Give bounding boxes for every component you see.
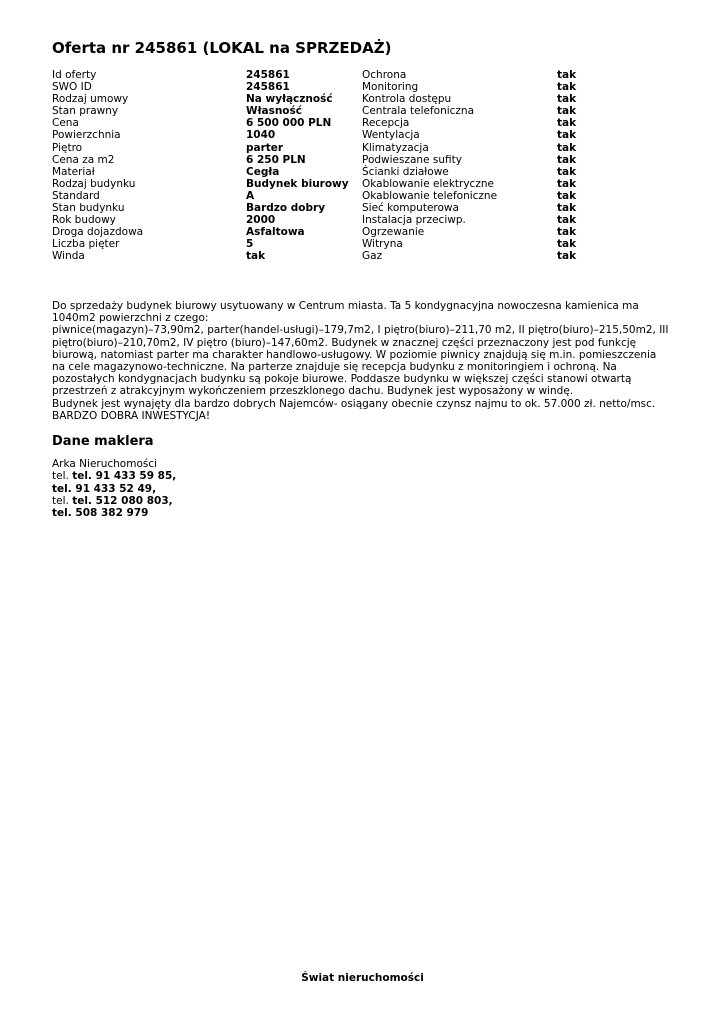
feature-label: Instalacja przeciwp. <box>362 214 466 227</box>
agent-phone-line <box>52 495 176 507</box>
feature-label: Kontrola dostępu <box>362 93 452 106</box>
property-row <box>52 105 587 117</box>
property-row <box>52 178 587 190</box>
agent-phone: tel. 508 382 979 <box>52 507 149 520</box>
property-value: 6 250 PLN <box>246 153 306 166</box>
tel-prefix: tel. <box>52 494 69 507</box>
property-value: Na wyłączność <box>246 93 333 106</box>
feature-label: Gaz <box>362 250 383 263</box>
feature-label: Sieć komputerowa <box>362 202 459 215</box>
property-value: Budynek biurowy <box>246 177 349 190</box>
feature-label: Klimatyzacja <box>362 141 429 154</box>
property-label: Materiał <box>52 165 95 178</box>
agent-details <box>52 458 176 519</box>
property-value: parter <box>246 141 284 154</box>
feature-label: Witryna <box>362 238 403 251</box>
agent-phone-line <box>52 483 176 495</box>
property-value: A <box>246 189 255 202</box>
feature-value: tak <box>557 81 577 94</box>
feature-label: Recepcja <box>362 117 410 130</box>
feature-value: tak <box>557 214 577 227</box>
property-row <box>52 93 587 105</box>
feature-label: Okablowanie telefoniczne <box>362 189 498 202</box>
property-label: Rok budowy <box>52 214 116 227</box>
offer-properties-table <box>52 69 587 263</box>
property-row <box>52 214 587 226</box>
property-label: Cena za m2 <box>52 153 115 166</box>
property-row <box>52 166 587 178</box>
agent-phone-line <box>52 507 176 519</box>
property-label: Winda <box>52 250 85 263</box>
property-value: Cegła <box>246 165 280 178</box>
property-label: Standard <box>52 189 100 202</box>
property-value: 245861 <box>246 81 290 94</box>
property-label: Id oferty <box>52 69 97 81</box>
property-label: Stan prawny <box>52 105 119 118</box>
agent-phone: tel. 91 433 52 49, <box>52 482 157 495</box>
feature-value: tak <box>557 141 577 154</box>
property-label: Stan budynku <box>52 202 125 215</box>
description-paragraph: BARDZO DOBRA INWESTYCJA! <box>52 409 211 422</box>
agent-heading: Dane maklera <box>52 434 154 449</box>
feature-label: Ścianki działowe <box>362 165 449 178</box>
property-value: 245861 <box>246 69 290 81</box>
property-value: 2000 <box>246 214 276 227</box>
feature-value: tak <box>557 250 577 263</box>
agent-company: Arka Nieruchomości <box>52 458 158 470</box>
feature-value: tak <box>557 189 577 202</box>
property-label: Powierzchnia <box>52 129 121 142</box>
feature-value: tak <box>557 165 577 178</box>
feature-value: tak <box>557 117 577 130</box>
description-paragraph: piwnice(magazyn)–73,90m2, parter(handel-usługi)–179,7m2, I piętro(biuro)–211,70 m2, II piętro(biuro)–215,50m2, III piętro(biuro)–210,70m2, IV piętro (biuro)–147,60m2. Budynek w znacznej części przeznaczony jest pod funkcję biurową, natomiast parter ma charakter handlowo-usługowy. W poziomie piwnicy znajdują się m.in. pomieszczenia na cele magazynowo-techniczne. Na parterze znajduje się recepcja budynku z monitoringiem i ochroną. Na pozostałych kondygnacjach budynku są pokoje biurowe. Poddasze budynku w większej części stanowi otwartą przestrzeń z atrakcyjnym wykończeniem przeszklonego dachu. Budynek jest wyposażony w windę. <box>52 324 669 398</box>
feature-value: tak <box>557 153 577 166</box>
feature-value: tak <box>557 226 577 239</box>
property-row <box>52 81 587 93</box>
property-row <box>52 129 587 141</box>
property-label: Piętro <box>52 141 83 154</box>
feature-label: Centrala telefoniczna <box>362 105 475 118</box>
property-value: 1040 <box>246 129 276 142</box>
offer-description <box>52 300 672 422</box>
feature-value: tak <box>557 202 577 215</box>
feature-label: Wentylacja <box>362 129 420 142</box>
property-value: Asfaltowa <box>246 226 305 239</box>
agent-phone-line <box>52 470 176 482</box>
feature-value: tak <box>557 238 577 251</box>
feature-value: tak <box>557 105 577 118</box>
feature-label: Monitoring <box>362 81 419 94</box>
property-row <box>52 69 587 81</box>
property-row <box>52 250 587 262</box>
tel-prefix: tel. <box>52 470 69 483</box>
property-value: 6 500 000 PLN <box>246 117 332 130</box>
feature-label: Podwieszane sufity <box>362 153 462 166</box>
property-value: 5 <box>246 238 254 251</box>
property-label: Rodzaj budynku <box>52 177 136 190</box>
feature-value: tak <box>557 177 577 190</box>
feature-value: tak <box>557 129 577 142</box>
feature-label: Ochrona <box>362 69 407 81</box>
feature-label: Ogrzewanie <box>362 226 425 239</box>
property-label: Liczba pięter <box>52 238 120 251</box>
property-label: Droga dojazdowa <box>52 226 144 239</box>
feature-label: Okablowanie elektryczne <box>362 177 494 190</box>
page-title: Oferta nr 245861 (LOKAL na SPRZEDAŻ) <box>52 39 392 57</box>
footer-brand: Świat nieruchomości <box>301 972 424 984</box>
property-row <box>52 154 587 166</box>
description-paragraph: Do sprzedaży budynek biurowy usytuowany w Centrum miasta. Ta 5 kondygnacyjna nowoczesna kamienica ma 1040m2 powierzchni z czego: <box>52 300 639 325</box>
feature-value: tak <box>557 93 577 106</box>
property-label: Cena <box>52 117 79 130</box>
agent-phone: tel. 91 433 59 85, <box>72 470 177 483</box>
description-paragraph: Budynek jest wynajęty dla bardzo dobrych Najemców- osiągany obecnie czynsz najmu to ok. 57.000 zł. netto/msc. <box>52 397 656 410</box>
property-row <box>52 190 587 202</box>
property-value: Własność <box>246 105 302 118</box>
property-label: Rodzaj umowy <box>52 93 129 106</box>
property-row <box>52 202 587 214</box>
property-row <box>52 238 587 250</box>
property-value: tak <box>246 250 266 263</box>
agent-phone: tel. 512 080 803, <box>72 494 173 507</box>
property-row <box>52 226 587 238</box>
property-row <box>52 117 587 129</box>
property-value: Bardzo dobry <box>246 202 326 215</box>
feature-value: tak <box>557 69 577 81</box>
property-row <box>52 142 587 154</box>
property-label: SWO ID <box>52 81 92 94</box>
